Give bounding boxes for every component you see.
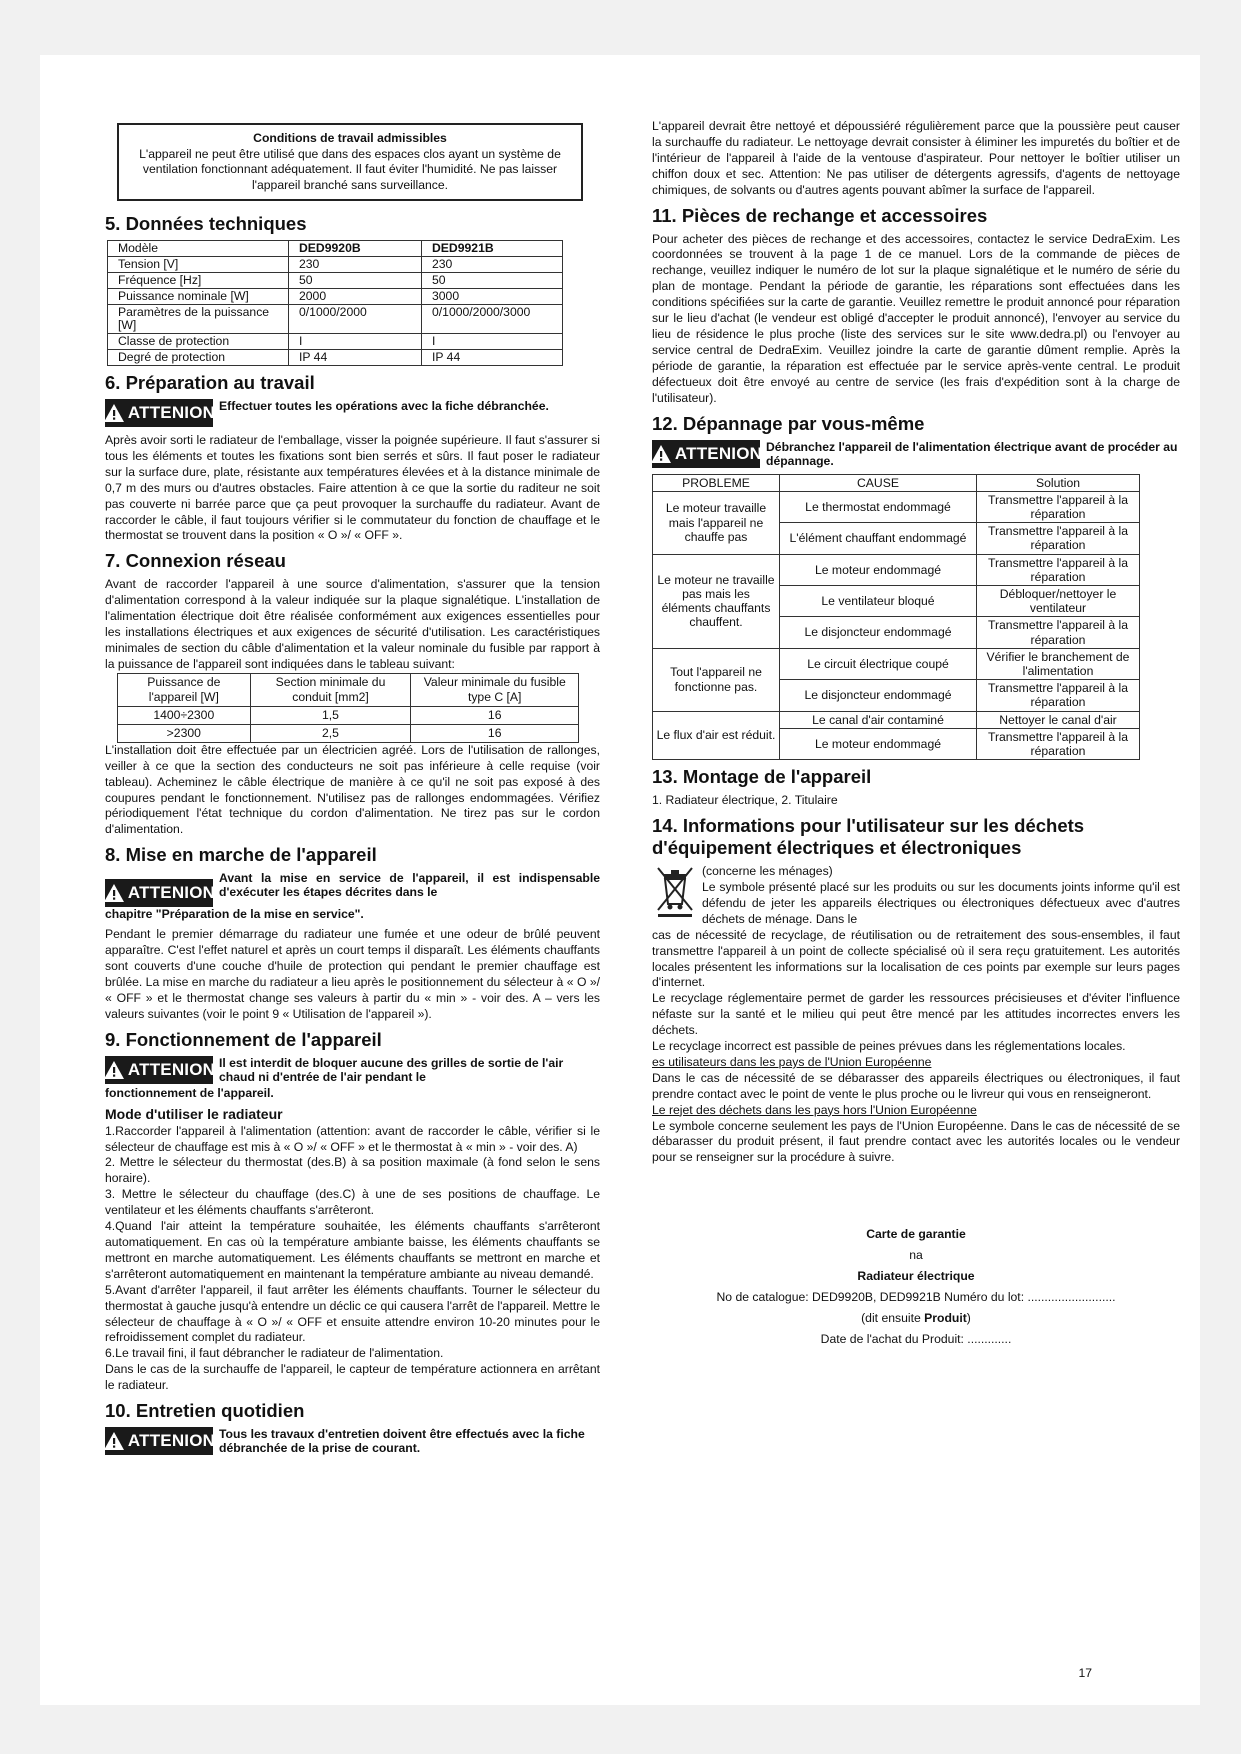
section-7-text: Avant de raccorder l'appareil à une source d'alimentation, s'assurer que la tension d'alimentation correspond à la valeur indiquée sur la plaque signalétique. L'installation de l'alimentation électrique doit être réalisée conformément aux exigences essentielles pour les installations électriques et aux exigences de sécurité d'utilisation. Les caractéristiques minimales de section du câble d'alimentation et la valeur nominale du fusible par rapport à la puissance de l'appareil sont indiquées dans le tableau suivant: <box>105 577 600 671</box>
header-cause: CAUSE <box>780 474 977 491</box>
working-conditions-title: Conditions de travail admissibles <box>253 131 447 145</box>
table-cell: IP 44 <box>422 350 563 366</box>
table-cell: 16 <box>411 706 579 724</box>
section-8-attention-text: Avant la mise en service de l'appareil, il est indispensable d'exécuter les étapes décrites dans le <box>219 871 600 900</box>
solution-cell: Débloquer/nettoyer le ventilateur <box>977 585 1140 616</box>
table-row <box>108 289 563 305</box>
section-9-subtitle: Mode d'utiliser le radiateur <box>105 1105 283 1122</box>
table-cell: 16 <box>411 724 579 742</box>
warning-triangle-icon <box>103 1060 125 1080</box>
table-row <box>653 648 1140 679</box>
cause-cell: Le disjoncteur endommagé <box>780 617 977 648</box>
table-cell: I <box>422 334 563 350</box>
non-eu-title: Le rejet des déchets dans les pays hors l'Union Européenne <box>652 1102 977 1117</box>
list-item: 5.Avant d'arrêter l'appareil, il faut arrêter les éléments chauffants. Tourner le sélecteur du thermostat à gauche jusqu'à entendre un déclic ce qui causera l'arrêt de l'appareil. Mettre le sélecteur de chauffage à « O »/ « OFF et ensuite attendre environ 10-20 minutes pour le refroidissement complet du radiateur. <box>105 1282 600 1345</box>
attention-badge <box>652 440 763 468</box>
eu-users-text: Dans le cas de nécessité de se débarasser des appareils électriques ou électroniques, il faut prendre contact avec le point de vente le plus proche ou le livreur qui vous en renseigneront. <box>652 1070 1180 1101</box>
section-9-title: 9. Fonctionnement de l'appareil <box>105 1028 382 1050</box>
cable-section-table <box>117 673 579 743</box>
table-cell: 230 <box>422 257 563 273</box>
section-6-attention-text: Effectuer toutes les opérations avec la fiche débranchée. <box>219 399 549 413</box>
weee-block <box>652 864 1180 928</box>
section-8-title: 8. Mise en marche de l'appareil <box>105 844 377 866</box>
right-column <box>652 119 1180 1350</box>
cause-cell: Le ventilateur bloqué <box>780 585 977 616</box>
problem-cell: Le flux d'air est réduit. <box>653 711 780 760</box>
section-11-title: 11. Pièces de rechange et accessoires <box>652 204 988 226</box>
warning-triangle-icon <box>103 403 125 423</box>
guarantee-dit <box>652 1308 1180 1329</box>
section-5-title: 5. Données techniques <box>105 213 307 234</box>
list-item: 1.Raccorder l'appareil à l'alimentation (attention: avant de raccorder le câble, vérifier si le sélecteur de chauffage est mis à « O »/ « OFF » et le thermostat à « min » - voir des. A) <box>105 1123 600 1154</box>
solution-cell: Vérifier le branchement de l'alimentation <box>977 648 1140 679</box>
section-13-text: 1. Radiateur électrique, 2. Titulaire <box>652 793 838 808</box>
section-6-title: 6. Préparation au travail <box>105 372 315 393</box>
list-item: 3. Mettre le sélecteur du chauffage (des.C) à une de ses positions de chauffage. Le ventilateur et les éléments chauffants s'arrêteront. <box>105 1187 600 1218</box>
section-9-attention-text: Il est interdit de bloquer aucune des grilles de sortie de l'air chaud ni d'entrée de l'air pendant le <box>219 1055 564 1084</box>
attention-label: ATTENION <box>127 883 216 903</box>
section-12-title: 12. Dépannage par vous-même <box>652 412 925 434</box>
table-cell: DED9921B <box>422 241 563 257</box>
table-cell: Fréquence [Hz] <box>108 273 289 289</box>
attention-notice <box>105 399 600 427</box>
warning-triangle-icon <box>650 444 672 464</box>
table-cell: 50 <box>289 273 422 289</box>
cable-header-section: Section minimale du conduit [mm2] <box>250 673 411 706</box>
section-7-title: 7. Connexion réseau <box>105 550 286 572</box>
cause-cell: Le circuit électrique coupé <box>780 648 977 679</box>
table-cell: I <box>289 334 422 350</box>
table-cell: 50 <box>422 273 563 289</box>
guarantee-product: Radiateur électrique <box>857 1269 975 1284</box>
attention-notice <box>105 1427 600 1455</box>
section-10-attention-text: Tous les travaux d'entretien doivent être effectués avec la fiche débranchée de la prise de courant. <box>219 1427 585 1456</box>
table-cell: 2,5 <box>250 724 411 742</box>
working-conditions-box <box>117 123 583 201</box>
section-13-title: 13. Montage de l'appareil <box>652 766 872 788</box>
cable-header-power: Puissance de l'appareil [W] <box>118 673 251 706</box>
weee-text-4: Le recyclage incorrect est passible de peines prévues dans les réglementations locales. <box>652 1039 1126 1054</box>
guarantee-card <box>652 1224 1180 1350</box>
crossed-bin-icon <box>652 864 698 928</box>
guarantee-na: na <box>909 1248 923 1263</box>
weee-text-3: Le recyclage réglementaire permet de garder les ressources précisieuses et d'éviter l'influence néfaste sur la santé et le milieu qui peut être mencé par les attitudes incorrectes envers les déchets. <box>652 991 1180 1038</box>
table-cell: Paramètres de la puissance [W] <box>108 305 289 334</box>
cable-header-fuse: Valeur minimale du fusible type C [A] <box>411 673 579 706</box>
guarantee-title: Carte de garantie <box>866 1227 966 1242</box>
cause-cell: Le canal d'air contaminé <box>780 711 977 728</box>
table-cell: >2300 <box>118 724 251 742</box>
table-cell: 230 <box>289 257 422 273</box>
cause-cell: L'élément chauffant endommagé <box>780 523 977 554</box>
solution-cell: Transmettre l'appareil à la réparation <box>977 554 1140 585</box>
weee-line-1: (concerne les ménages) <box>702 864 833 879</box>
table-row <box>118 706 579 724</box>
attention-badge <box>105 399 216 427</box>
solution-cell: Transmettre l'appareil à la réparation <box>977 728 1140 759</box>
solution-cell: Transmettre l'appareil à la réparation <box>977 617 1140 648</box>
warning-triangle-icon <box>103 883 125 903</box>
table-cell: 3000 <box>422 289 563 305</box>
header-problem: PROBLEME <box>653 474 780 491</box>
attention-label: ATTENION <box>127 1431 216 1451</box>
table-row <box>108 334 563 350</box>
table-row <box>108 273 563 289</box>
table-cell: 0/1000/2000/3000 <box>422 305 563 334</box>
working-conditions-text: L'appareil ne peut être utilisé que dans des espaces clos ayant un système de ventilation fonctionnant adéquatement. Il faut éviter l'humidité. Ne pas laisser l'appareil branché sans surveillance. <box>139 146 561 192</box>
attention-label: ATTENION <box>674 443 763 463</box>
manual-page <box>40 55 1200 1705</box>
problem-cell: Tout l'appareil ne fonctionne pas. <box>653 648 780 711</box>
section-10-text: L'appareil devrait être nettoyé et dépoussiéré régulièrement parce que la poussière peut causer la surchauffe du radiateur. Le nettoyage devrait consister à éliminer les impuretés du boîtier et de l'intérieur de l'appareil à l'aide de la ventouse d'aspirateur. Pour nettoyer le boîtier utiliser un chiffon doux et sec. Attention: Ne pas utiliser de détergents agressifs, d'agents de nettoyage chimiques, de solvants ou d'autres agents pouvant abîmer la surface de l'appareil. <box>652 119 1180 197</box>
attention-notice <box>105 1056 600 1084</box>
table-row <box>108 257 563 273</box>
guarantee-date: Date de l'achat du Produit: ............. <box>820 1332 1012 1347</box>
section-12-attention-text: Débranchez l'appareil de l'alimentation électrique avant de procéder au dépannage. <box>766 439 1178 468</box>
section-11-text: Pour acheter des pièces de rechange et des accessoires, contactez le service DedraExim. Les coordonnées se trouvent à la page 1 de ce manuel. Lors de la commande de pièces de rechange, veuillez indiquer le numéro de lot sur la plaque signalétique et le numéro de série du plan de montage. Pendant la période de garantie, les réparations sont effectuées dans les conditions spécifiées sur la carte de garantie. Veuillez remettre le produit annoncé pour réparation sur le lieu d'achat (le vendeur est obligé d'accepter le produit annoncé), l'envoyer au service du lieu de résidence le plus proche (liste des services sur le site www.dedra.pl) ou l'envoyer au service central de DedraExim. Veuillez joindre la carte de garantie dûment remplie. Après la période de garantie, la réparation est effectuée par le service après-vente central. Le produit défectueux doit être envoyé au centre de service (les frais d'expédition sont à la charge de l'utilisateur). <box>652 231 1180 405</box>
problem-cell: Le moteur ne travaille pas mais les éléments chauffants chauffent. <box>653 554 780 648</box>
table-cell: Degré de protection <box>108 350 289 366</box>
table-row <box>118 724 579 742</box>
table-cell: 1,5 <box>250 706 411 724</box>
troubleshooting-table <box>652 474 1140 761</box>
table-row <box>108 350 563 366</box>
technical-data-table <box>107 240 563 366</box>
problem-cell: Le moteur travaille mais l'appareil ne chauffe pas <box>653 491 780 554</box>
cause-cell: Le thermostat endommagé <box>780 491 977 522</box>
solution-cell: Transmettre l'appareil à la réparation <box>977 491 1140 522</box>
list-item: 2. Mettre le sélecteur du thermostat (des.B) à sa position maximale (à fond selon le sens horaire). <box>105 1155 600 1186</box>
table-cell: 2000 <box>289 289 422 305</box>
table-cell: 0/1000/2000 <box>289 305 422 334</box>
eu-users-title: es utilisateurs dans les pays de l'Union Européenne <box>652 1054 932 1069</box>
guarantee-dit-prefix: (dit ensuite <box>861 1311 925 1326</box>
attention-notice <box>652 440 1180 468</box>
solution-cell: Transmettre l'appareil à la réparation <box>977 680 1140 711</box>
section-10-title: 10. Entretien quotidien <box>105 1400 305 1422</box>
non-eu-text: Le symbole concerne seulement les pays de l'Union Européenne. Dans le cas de nécessité de se débarasser du produit présent, il faut prendre contact avec les autorités locales ou le vendeur pour se renseigner sur la procédure à suivre. <box>652 1118 1180 1165</box>
guarantee-dit-suffix: ) <box>966 1311 971 1326</box>
attention-badge <box>105 1056 216 1084</box>
header-solution: Solution <box>977 474 1140 491</box>
table-row <box>108 305 563 334</box>
list-item: 6.Le travail fini, il faut débrancher le radiateur de l'alimentation. <box>105 1346 444 1361</box>
section-14-title: 14. Informations pour l'utilisateur sur les déchets d'équipement électriques et électroniques <box>652 815 1085 859</box>
section-6-text: Après avoir sorti le radiateur de l'emballage, visser la poignée supérieure. Il faut s'assurer si tous les éléments et toutes les fixations sont bien serrés et sûrs. Il faut poser le radiateur sur la surface dure, plate, résistante aux températures élevées et à la distance minimale de 0,7 m des murs ou d'autres obstacles. Faire attention à ce que la sortie du raditeur ne soit pas couverte ni barrée parce que ça peut provoquer la surchauffe du radiateur. Avant de raccorder le câble, il faut toujours vérifier si le commutateur du fonction de chauffage et le thermostat se trouvent dans la position « O »/ « OFF ». <box>105 433 600 543</box>
cause-cell: Le moteur endommagé <box>780 728 977 759</box>
table-row <box>653 491 1140 522</box>
section-8-text: Pendant le premier démarrage du radiateur une fumée et une odeur de brûlé peuvent apparaître. C'est l'effet naturel et après un court temps il disparaît. Les éléments chauffants sont couverts d'une couche d'huile de protection qui pendant le premier chauffage est brûlée. La mise en marche du radiateur a lieu après le positionnement du sélecteur à « O »/ « OFF » et le thermostat change ses valeurs à partir du « min » - voir des. A – vers les valeurs suivantes (voir le point 9 « Utilisation de l'appareil »). <box>105 927 600 1021</box>
attention-badge <box>105 879 216 907</box>
table-row <box>653 711 1140 728</box>
weee-text-1: Le symbole présenté placé sur les produits ou sur les documents joints informe qu'il est défendu de jeter les appareils électriques ou électroniques défectueux avec d'autres déchets de ménage. Dans le <box>702 879 1180 926</box>
guarantee-catalogue: No de catalogue: DED9920B, DED9921B Numéro du lot: .......................... <box>716 1290 1116 1305</box>
attention-label: ATTENION <box>127 403 216 422</box>
table-cell: Classe de protection <box>108 334 289 350</box>
table-cell: Modèle <box>108 241 289 257</box>
cause-cell: Le disjoncteur endommagé <box>780 680 977 711</box>
table-row <box>108 241 563 257</box>
section-9-attention-text-2: fonctionnement de l'appareil. <box>105 1085 274 1100</box>
table-cell: Tension [V] <box>108 257 289 273</box>
section-8-attention-text-2: chapitre "Préparation de la mise en service". <box>105 907 364 922</box>
left-column <box>105 123 600 1461</box>
table-cell: IP 44 <box>289 350 422 366</box>
solution-cell: Transmettre l'appareil à la réparation <box>977 523 1140 554</box>
attention-notice <box>105 871 600 907</box>
attention-badge <box>105 1427 216 1455</box>
table-cell: Puissance nominale [W] <box>108 289 289 305</box>
page-number: 17 <box>1078 1666 1092 1680</box>
attention-label: ATTENION <box>127 1059 216 1079</box>
list-item: Dans le cas de la surchauffe de l'appareil, le capteur de température actionnera en arrêtant le radiateur. <box>105 1362 600 1393</box>
table-cell: DED9920B <box>289 241 422 257</box>
weee-text-2: cas de nécessité de recyclage, de réutilisation ou de retraitement des sous-ensembles, il faut transmettre l'appareil à un point de collecte spécialisé où il sera reçu gratuitement. Les autorités locales présentent les informations sur la localisation de ces points par exemple sur leurs pages d'internet. <box>652 927 1180 990</box>
table-cell: 1400÷2300 <box>118 706 251 724</box>
guarantee-dit-bold: Produit <box>924 1311 967 1326</box>
list-item: 4.Quand l'air atteint la température souhaitée, les éléments chauffants s'arrêteront automatiquement. En cas où la température ambiante baisse, les éléments chauffants se mettront en marche automatiquement. Les éléments chauffants se mettront en marche et s'arrêteront automatiquement en maintenant la température ambiante au niveau demandé. <box>105 1219 600 1281</box>
table-row <box>653 554 1140 585</box>
solution-cell: Nettoyer le canal d'air <box>977 711 1140 728</box>
cause-cell: Le moteur endommagé <box>780 554 977 585</box>
section-7-text-2: L'installation doit être effectuée par un électricien agréé. Lors de l'utilisation de rallonges, veiller à ce que la section des conducteurs ne soit pas inférieure à celle requise (voir tableau). Acheminez le câble électrique de manière à ce qu'il ne soit pas exposé à des coupures pendant le fonctionnement. N'utilisez pas de rallonges endommagées. Vérifiez périodiquement l'état technique du cordon d'alimentation. Ne tirez pas sur le cordon d'alimentation. <box>105 742 600 837</box>
warning-triangle-icon <box>103 1431 125 1451</box>
